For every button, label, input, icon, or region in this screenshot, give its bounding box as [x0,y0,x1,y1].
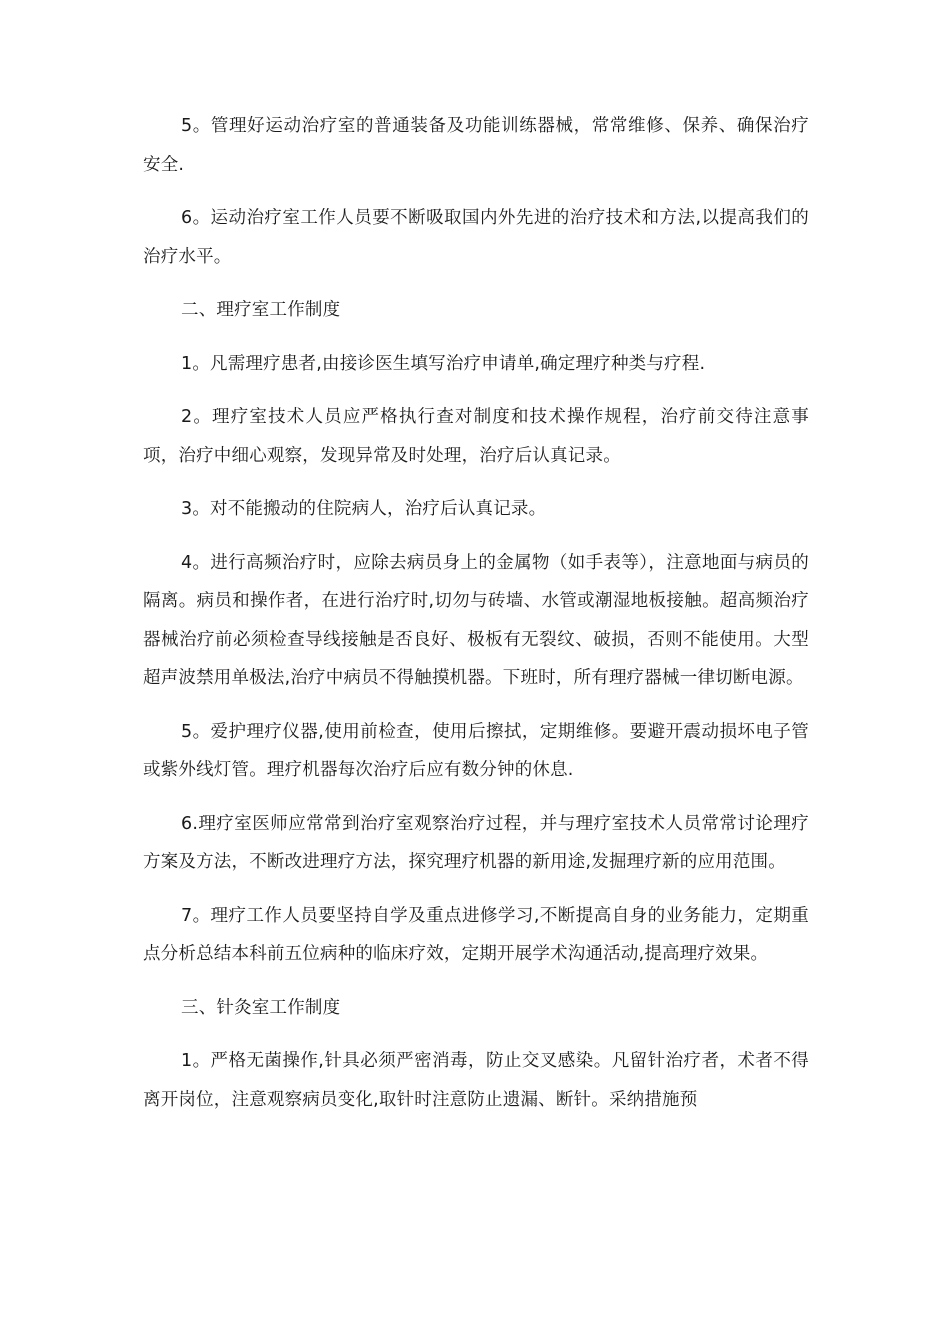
paragraph-physio-4: 4。进行高频治疗时，应除去病员身上的金属物（如手表等），注意地面与病员的隔离。病员和操作者，在进行治疗时,切勿与砖墙、水管或潮湿地板接触。超高频治疗器械治疗前必须检查导线接触是否良好、极板有无裂纹、破损，否则不能使用。大型超声波禁用单极法,治疗中病员不得触摸机器。下班时，所有理疗器械一律切断电源。 [143,552,809,688]
paragraph-physio-5: 5。爱护理疗仪器,使用前检查，使用后擦拭，定期维修。要避开震动损坏电子管或紫外线灯管。理疗机器每次治疗后应有数分钟的休息. [143,721,809,780]
section-heading-physiotherapy: 二、理疗室工作制度 [181,300,341,320]
document-page [143,107,809,1134]
paragraph-physio-2: 2。理疗室技术人员应严格执行查对制度和技术操作规程，治疗前交待注意事项，治疗中细心观察，发现异常及时处理，治疗后认真记录。 [143,407,809,466]
paragraph-item-6: 6。运动治疗室工作人员要不断吸取国内外先进的治疗技术和方法,以提高我们的治疗水平。 [143,208,809,267]
paragraph-physio-1: 1。凡需理疗患者,由接诊医生填写治疗申请单,确定理疗种类与疗程. [181,353,706,374]
paragraph-item-5: 5。管理好运动治疗室的普通装备及功能训练器械，常常维修、保养、确保治疗安全. [143,116,809,175]
paragraph-physio-6: 6.理疗室医师应常常到治疗室观察治疗过程，并与理疗室技术人员常常讨论理疗方案及方法，不断改进理疗方法，探究理疗机器的新用途,发掘理疗新的应用范围。 [143,813,809,872]
paragraph-acupuncture-1: 1。严格无菌操作,针具必须严密消毒，防止交叉感染。凡留针治疗者，术者不得离开岗位，注意观察病员变化,取针时注意防止遗漏、断针。采纳措施预 [143,1051,809,1110]
section-heading-acupuncture: 三、针灸室工作制度 [181,997,341,1018]
paragraph-physio-3: 3。对不能搬动的住院病人，治疗后认真记录。 [181,499,547,519]
paragraph-physio-7: 7。理疗工作人员要坚持自学及重点进修学习,不断提高自身的业务能力，定期重点分析总结本科前五位病种的临床疗效，定期开展学术沟通活动,提高理疗效果。 [143,905,809,964]
